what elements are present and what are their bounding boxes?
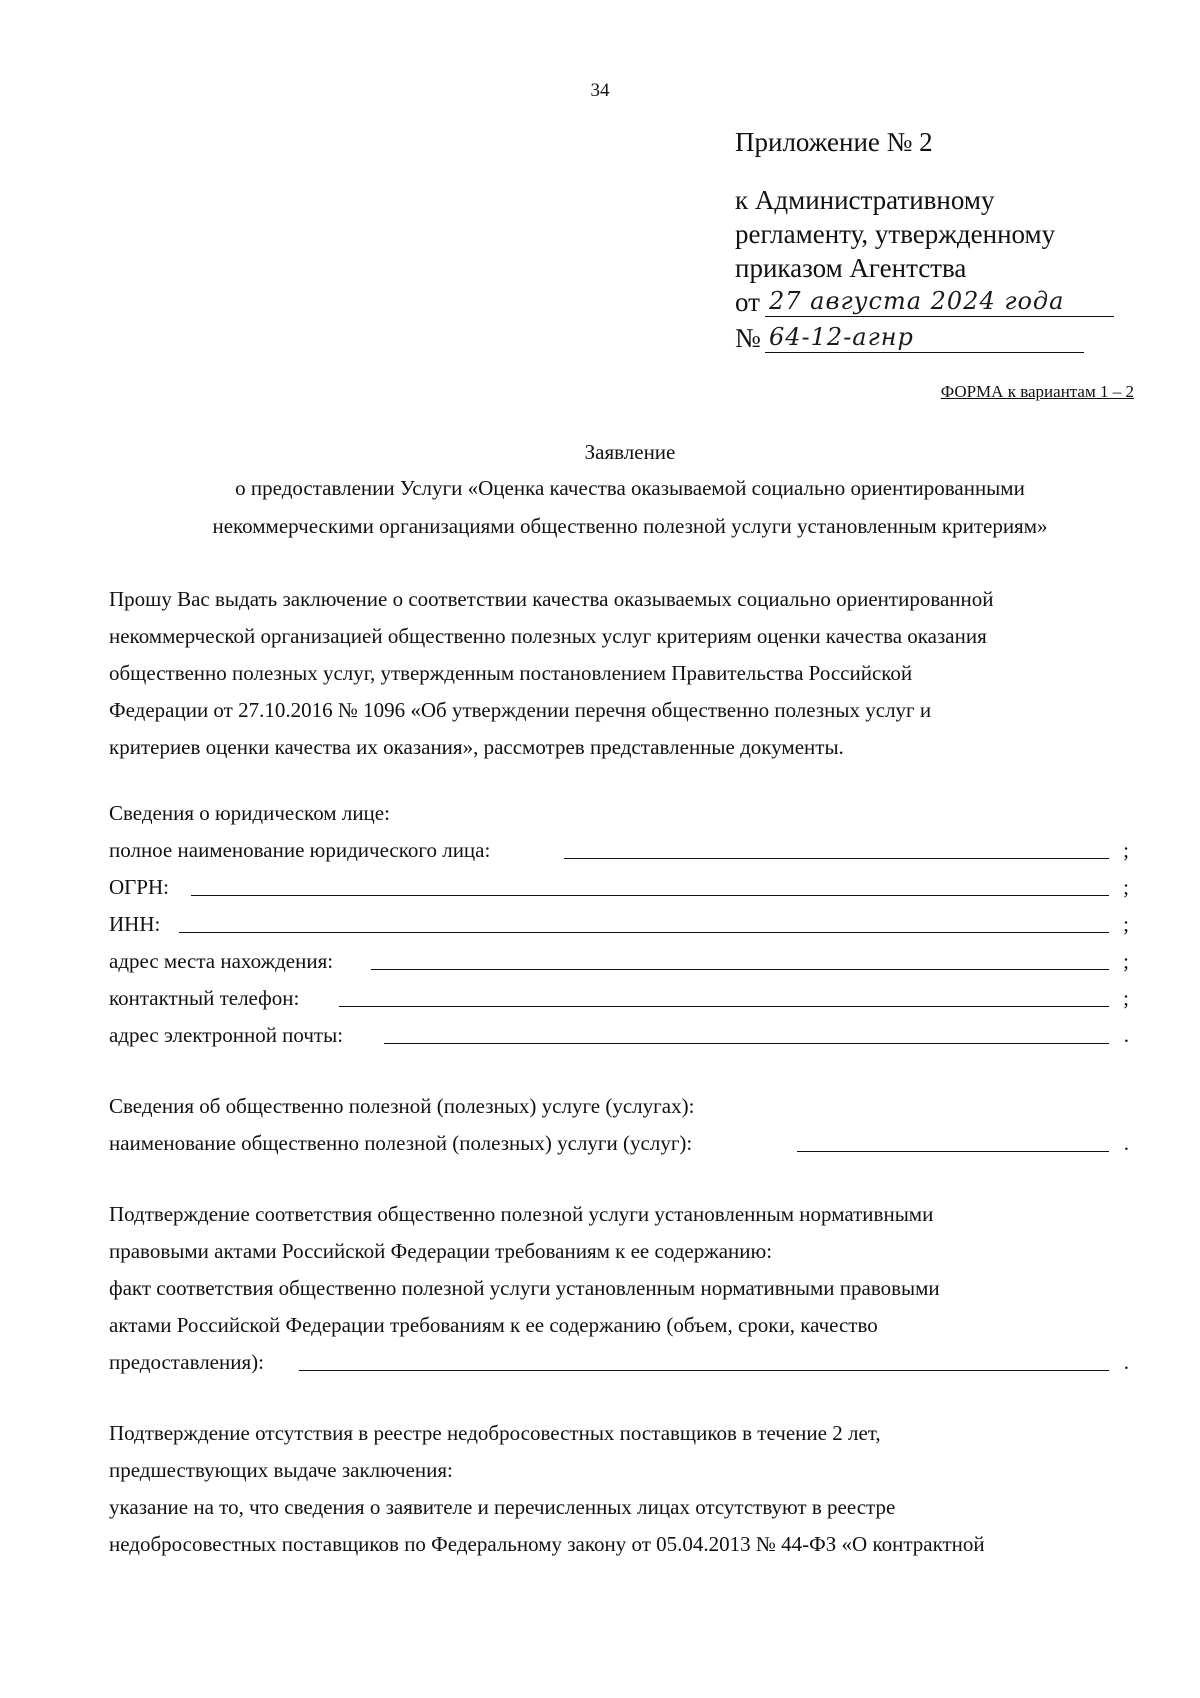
page-number: 34	[590, 80, 610, 101]
paragraph-line: Подтверждение соответствия общественно полезной услуги установленным нормативными	[109, 1202, 934, 1226]
field-underline[interactable]	[339, 1006, 1109, 1007]
field-underline[interactable]	[179, 932, 1109, 933]
field-label: наименование общественно полезной (полезных) услуги (услуг):	[109, 1131, 693, 1155]
field-phone[interactable]	[109, 980, 1129, 1017]
paragraph-line: недобросовестных поставщиков по Федеральному закону от 05.04.2013 № 44-ФЗ «О контрактной	[109, 1532, 985, 1556]
field-underline[interactable]	[191, 895, 1109, 896]
legal-entity-heading: Сведения о юридическом лице:	[109, 801, 390, 825]
appendix-date	[735, 286, 1065, 318]
field-underline[interactable]	[299, 1370, 1109, 1371]
handwritten-date: 27 августа 2024 года	[765, 286, 1114, 317]
form-reference: ФОРМА к вариантам 1 – 2	[940, 382, 1134, 401]
field-label: ИНН:	[109, 912, 161, 936]
appendix-line: к Административному	[735, 185, 995, 215]
appendix-line: регламенту, утвержденному	[735, 219, 1056, 249]
number-prefix: №	[735, 323, 761, 353]
paragraph-line: критериев оценки качества их оказания», рассмотрев представленные документы.	[109, 735, 844, 759]
paragraph-line: Подтверждение отсутствия в реестре недобросовестных поставщиков в течение 2 лет,	[109, 1421, 881, 1445]
paragraph-line: факт соответствия общественно полезной услуги установленным нормативными правовыми	[109, 1276, 940, 1300]
appendix-title: Приложение № 2	[735, 127, 933, 157]
field-label: адрес места нахождения:	[109, 949, 334, 973]
field-label: контактный телефон:	[109, 986, 300, 1010]
field-end: .	[1123, 1023, 1129, 1047]
field-underline[interactable]	[384, 1043, 1109, 1044]
field-end: ;	[1123, 838, 1129, 862]
field-email[interactable]	[109, 1017, 1129, 1054]
field-end: ;	[1123, 949, 1129, 973]
paragraph-line: указание на то, что сведения о заявителе и перечисленных лицах отсутствуют в реестре	[109, 1495, 896, 1519]
handwritten-number: 64-12-агнр	[765, 322, 1084, 353]
field-underline[interactable]	[564, 858, 1109, 859]
request-paragraph	[109, 581, 994, 766]
field-underline[interactable]	[797, 1151, 1109, 1152]
field-underline[interactable]	[371, 969, 1109, 970]
field-address[interactable]	[109, 943, 1129, 980]
field-ogrn[interactable]	[109, 869, 1129, 906]
appendix-number	[735, 322, 914, 354]
field-label: полное наименование юридического лица:	[109, 838, 491, 862]
service-info-heading: Сведения об общественно полезной (полезных) услуге (услугах):	[109, 1094, 695, 1118]
field-label: адрес электронной почты:	[109, 1023, 344, 1047]
field-label: предоставления):	[109, 1350, 264, 1374]
paragraph-line: общественно полезных услуг, утвержденным постановлением Правительства Российской	[109, 661, 913, 685]
date-prefix: от	[735, 287, 760, 317]
field-end: ;	[1123, 875, 1129, 899]
compliance-paragraph	[109, 1196, 940, 1344]
appendix-line: приказом Агентства	[735, 253, 967, 283]
paragraph-line: некоммерческой организацией общественно полезных услуг критериям оценки качества оказания	[109, 624, 987, 648]
paragraph-line: правовыми актами Российской Федерации требованиям к ее содержанию:	[109, 1239, 773, 1263]
document-title: Заявление	[584, 440, 676, 464]
paragraph-line: актами Российской Федерации требованиям к ее содержанию (объем, сроки, качество	[109, 1313, 878, 1337]
field-inn[interactable]	[109, 906, 1129, 943]
document-subtitle: о предоставлении Услуги «Оценка качества оказываемой социально ориентированными	[235, 476, 1025, 500]
field-full-name[interactable]	[109, 832, 1129, 869]
field-end: .	[1123, 1131, 1129, 1155]
registry-paragraph	[109, 1415, 985, 1563]
paragraph-line: Федерации от 27.10.2016 № 1096 «Об утверждении перечня общественно полезных услуг и	[109, 698, 932, 722]
field-service-name[interactable]	[109, 1125, 1129, 1162]
field-end: ;	[1123, 986, 1129, 1010]
field-end: ;	[1123, 912, 1129, 936]
document-subtitle: некоммерческими организациями общественно полезной услуги установленным критериям»	[212, 514, 1048, 538]
field-provision[interactable]	[109, 1344, 1129, 1381]
field-label: ОГРН:	[109, 875, 169, 899]
paragraph-line: Прошу Вас выдать заключение о соответствии качества оказываемых социально ориентированной	[109, 587, 994, 611]
field-end: .	[1123, 1350, 1129, 1374]
paragraph-line: предшествующих выдаче заключения:	[109, 1458, 453, 1482]
